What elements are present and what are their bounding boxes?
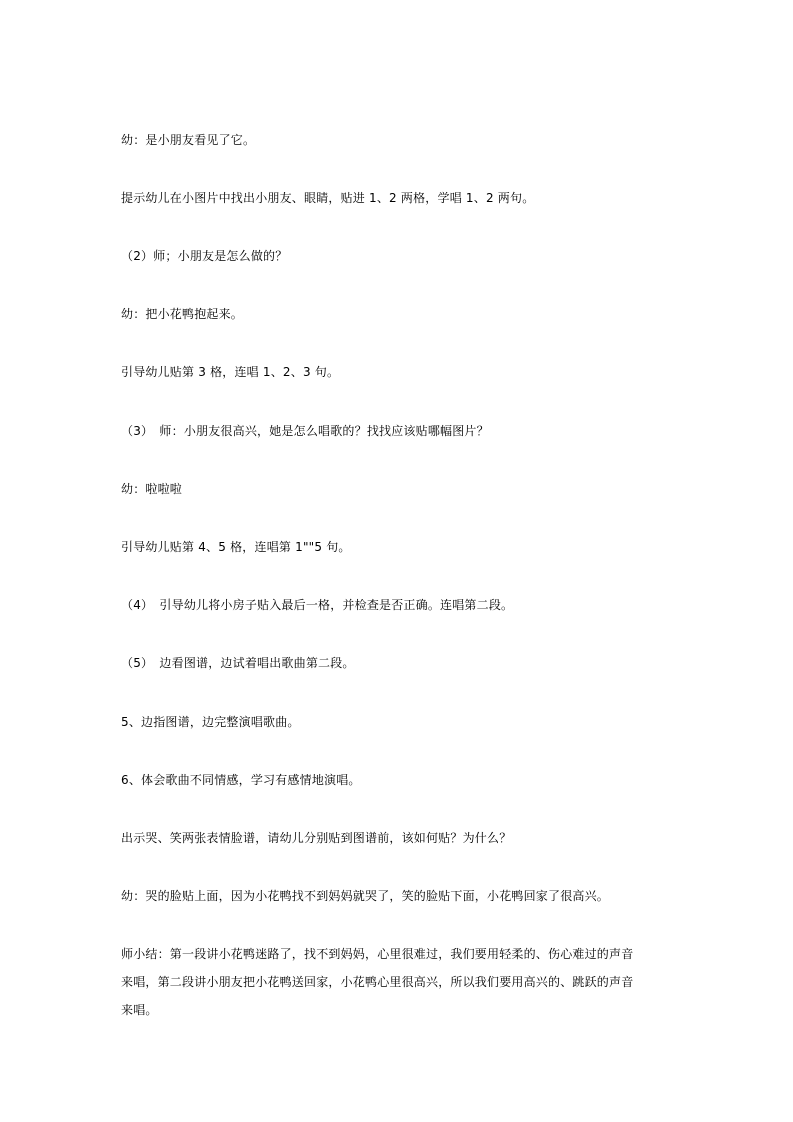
text-line-6: （3） 师：小朋友很高兴，她是怎么唱歌的？找找应该贴哪幅图片？ <box>121 424 489 438</box>
text-line-10: （5） 边看图谱，边试着唱出歌曲第二段。 <box>121 656 355 670</box>
text-line-1: 幼：是小朋友看见了它。 <box>121 133 256 147</box>
summary-line-2: 来唱，第二段讲小朋友把小花鸭送回家，小花鸭心里很高兴，所以我们要用高兴的、跳跃的声音 <box>121 975 634 989</box>
text-line-8: 引导幼儿贴第 4、5 格，连唱第 1""5 句。 <box>121 540 351 554</box>
text-line-11: 5、边指图谱，边完整演唱歌曲。 <box>121 715 300 729</box>
text-line-9: （4） 引导幼儿将小房子贴入最后一格，并检查是否正确。连唱第二段。 <box>121 598 514 612</box>
text-line-4: 幼：把小花鸭抱起来。 <box>121 307 244 321</box>
text-line-3: （2）师；小朋友是怎么做的？ <box>121 249 288 263</box>
text-line-12: 6、体会歌曲不同情感，学习有感情地演唱。 <box>121 773 361 787</box>
text-line-7: 幼：啦啦啦 <box>121 482 183 496</box>
text-line-13: 出示哭、笑两张表情脸谱，请幼儿分别贴到图谱前，该如何贴？为什么？ <box>121 831 512 845</box>
text-line-2: 提示幼儿在小图片中找出小朋友、眼睛，贴进 1、2 两格，学唱 1、2 两句。 <box>121 191 535 205</box>
text-line-5: 引导幼儿贴第 3 格，连唱 1、2、3 句。 <box>121 365 340 379</box>
summary-line-3: 来唱。 <box>121 1003 158 1017</box>
summary-paragraph <box>121 940 681 1024</box>
text-line-14: 幼：哭的脸贴上面，因为小花鸭找不到妈妈就哭了，笑的脸贴下面，小花鸭回家了很高兴。 <box>121 889 610 903</box>
summary-line-1: 师小结：第一段讲小花鸭迷路了，找不到妈妈，心里很难过，我们要用轻柔的、伤心难过的声音 <box>121 947 634 961</box>
